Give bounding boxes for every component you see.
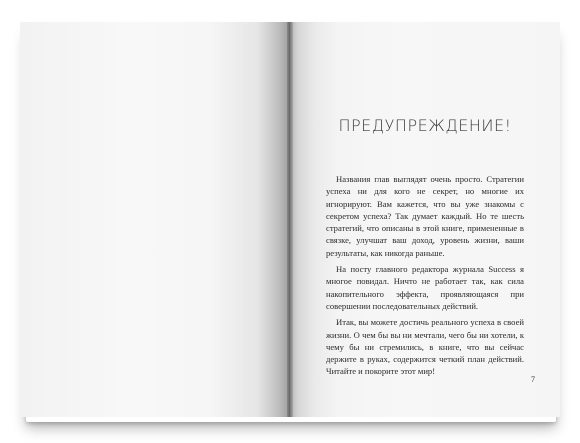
left-page xyxy=(20,22,290,417)
body-text xyxy=(326,173,524,382)
book-spine xyxy=(287,22,293,417)
open-book xyxy=(20,22,560,417)
page-number: 7 xyxy=(531,375,535,384)
chapter-title: ПРЕДУПРЕЖДЕНИЕ! xyxy=(338,116,512,135)
paragraph-2: На посту главного редактора журнала Success я многое повидал. Ничто не работает так, как сила накопительного эффекта, проявляющаяся при совершении последовательных действий. xyxy=(326,264,524,311)
right-page xyxy=(290,22,560,417)
paragraph-3: Итак, вы можете достичь реального успеха в своей жизни. О чем бы вы ни мечтали, чего бы ни хотели, к чему бы ни стремились, в книге, что вы сейчас держите в руках, содержится четкий план действий. Читайте и покорите этот мир! xyxy=(326,317,524,377)
paragraph-1: Названия глав выглядят очень просто. Стратегии успеха ни для кого не секрет, но многие их игнорируют. Вам кажется, что вы уже знакомы с секретом успеха? Так думает каждый. Но те шесть стратегий, что описаны в этой книге, примененные в связке, улучшат ваш доход, уровень жизни, ваши результаты, как никогда раньше. xyxy=(326,174,524,258)
